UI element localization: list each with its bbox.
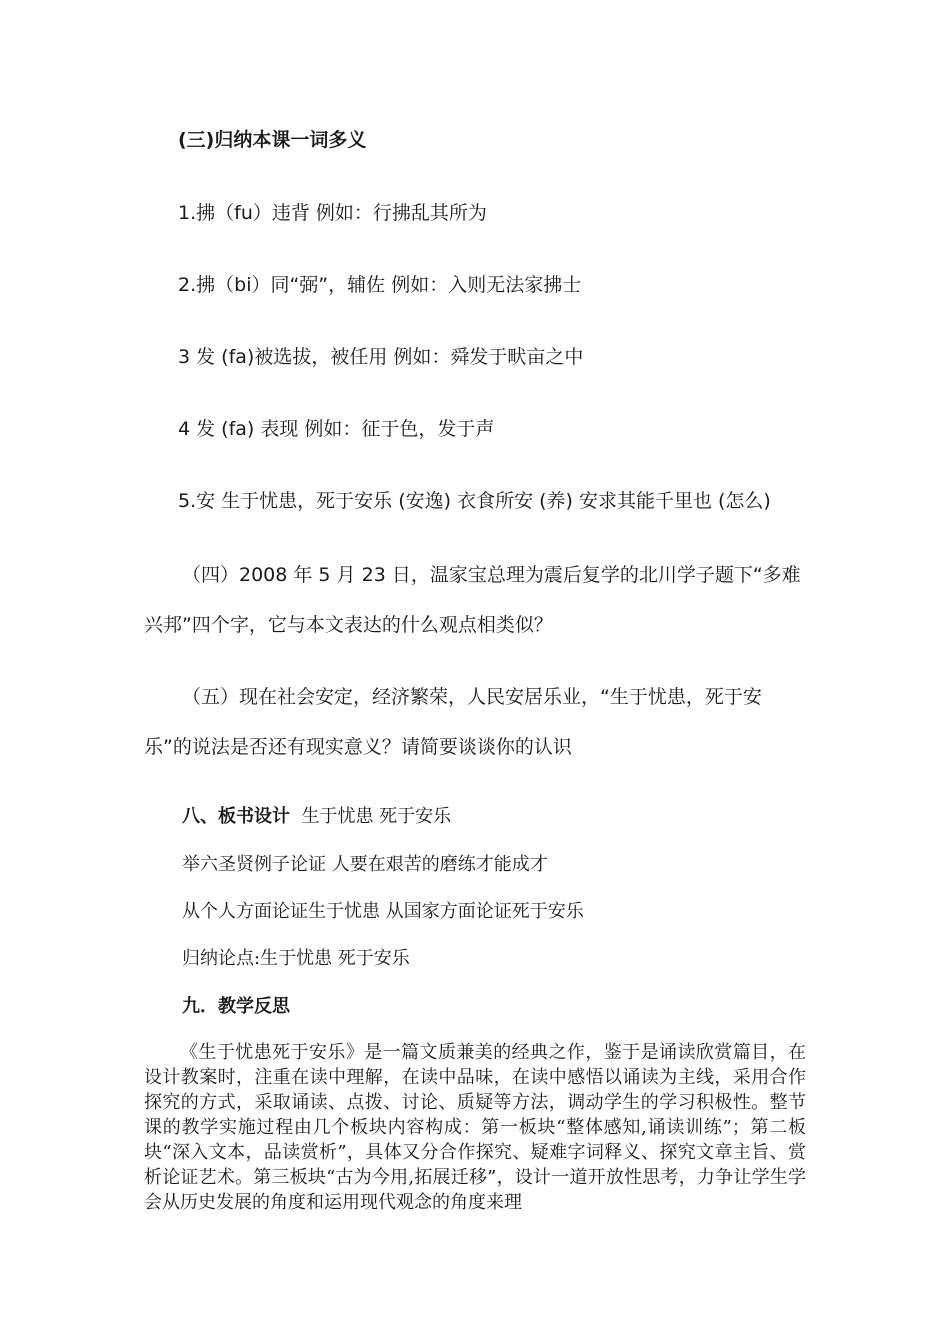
polysemy-item-1: 1.拂（fu）违背 例如：行拂乱其所为 xyxy=(178,202,487,224)
polysemy-item-3: 3 发 (fa)被选拔，被任用 例如：舜发于畎亩之中 xyxy=(178,346,584,368)
polysemy-item-5: 5.安 生于忧患，死于安乐 (安逸) 衣食所安 (养) 安求其能千里也 (怎么) xyxy=(178,490,771,512)
board-design-heading: 八、板书设计 xyxy=(182,806,290,827)
board-design-line-3: 归纳论点:生于忧患 死于安乐 xyxy=(182,948,410,969)
reflection-paragraph: 《生于忧患死于安乐》是一篇文质兼美的经典之作，鉴于是诵读欣赏篇目，在设计教案时，注重在读中理解，在读中品味，在读中感悟以诵读为主线，采用合作探究的方式，采取诵读、点拨、讨论、质疑等方法，调动学生的学习积极性。整节课的教学实施过程由几个板块内容构成：第一板块“整体感知,诵读训练”；第二板块“深入文本，品读赏析”，具体又分合作探究、疑难字词释义、探究文章主旨、赏析论证艺术。第三板块“古为今用,拓展迁移”，设计一道开放性思考，力争让学生学会从历史发展的角度和运用现代观念的角度来理 xyxy=(144,1042,806,1213)
question-four-line-1: （四）2008 年 5 月 23 日，温家宝总理为震后复学的北川学子题下“多难 xyxy=(182,564,801,586)
question-five-line-1: （五）现在社会安定，经济繁荣，人民安居乐业，“生于忧患，死于安 xyxy=(182,686,762,708)
section-three-heading: (三)归纳本课一词多义 xyxy=(178,129,367,151)
polysemy-item-2: 2.拂（bi）同“弼”，辅佐 例如：入则无法家拂士 xyxy=(178,274,582,296)
board-design-heading-line xyxy=(182,802,451,828)
board-design-title: 生于忧患 死于安乐 xyxy=(301,806,452,827)
polysemy-item-4: 4 发 (fa) 表现 例如：征于色，发于声 xyxy=(178,418,495,440)
reflection-heading: 九．教学反思 xyxy=(182,996,290,1017)
board-design-line-2: 从个人方面论证生于忧患 从国家方面论证死于安乐 xyxy=(182,901,584,922)
question-four-line-2: 兴邦”四个字，它与本文表达的什么观点相类似？ xyxy=(144,614,553,636)
board-design-line-1: 举六圣贤例子论证 人要在艰苦的磨练才能成才 xyxy=(182,854,548,875)
question-five-line-2: 乐”的说法是否还有现实意义？请简要谈谈你的认识 xyxy=(144,736,572,758)
